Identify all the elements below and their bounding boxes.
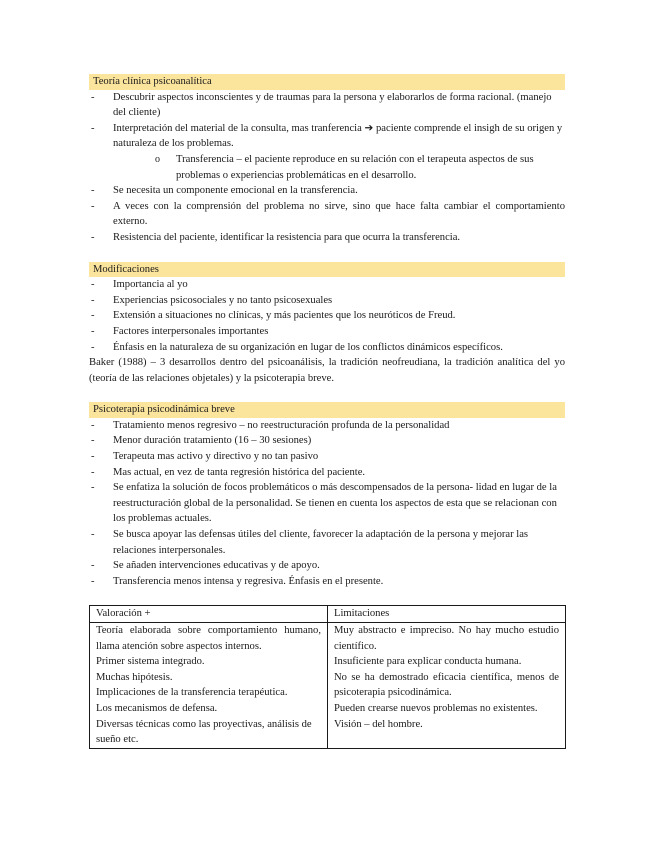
list-item: - Importancia al yo — [89, 277, 565, 293]
cell-line: Visión – del hombre. — [334, 718, 423, 730]
cell-line: Teoría elaborada sobre comportamiento humano, llama atención sobre aspectos internos. — [96, 625, 321, 652]
list-item: - Descubrir aspectos inconscientes y de traumas para la persona y elaborarlos de forma racional. (manejo del cliente) — [89, 90, 565, 121]
sub-bullet-list — [113, 152, 565, 183]
cell-line: Implicaciones de la transferencia terapéutica. — [96, 687, 288, 699]
document-page — [89, 74, 565, 749]
bullet-list — [89, 277, 565, 355]
list-item: - Se añaden intervenciones educativas y de apoyo. — [89, 558, 565, 574]
cell-line: Muy abstracto e impreciso. No hay mucho estudio científico. — [334, 625, 559, 652]
list-item: - Terapeuta mas activo y directivo y no tan pasivo — [89, 449, 565, 465]
list-item-text: Interpretación del material de la consulta, mas tranferencia ➔ paciente comprende el insigh de su origen y naturaleza de los problemas. — [113, 122, 563, 150]
list-item: - Se enfatiza la solución de focos problemáticos o más descompensados de la persona- lidad en lugar de la reestructuración global de la personalidad. Se tienen en cuenta los aspectos de esta que se relacionan con los problemas actuales. — [89, 480, 565, 527]
list-item: - Transferencia menos intensa y regresiva. Énfasis en el presente. — [89, 574, 565, 590]
list-item: - Factores interpersonales importantes — [89, 324, 565, 340]
table-header-valoracion: Valoración + — [90, 606, 328, 623]
list-item: - Experiencias psicosociales y no tanto psicosexuales — [89, 293, 565, 309]
valoracion-cell — [90, 623, 328, 749]
cell-line: No se ha demostrado eficacia científica, menos de psicoterapia psicodinámica. — [334, 671, 559, 699]
section-heading: Psicoterapia psicodinámica breve — [89, 402, 565, 418]
cell-line: Diversas técnicas como las proyectivas, análisis de sueño etc. — [96, 718, 312, 746]
table-row — [90, 623, 566, 749]
list-item — [89, 121, 565, 183]
cell-line: Insuficiente para explicar conducta humana. — [334, 656, 522, 668]
table-header-limitaciones: Limitaciones — [328, 606, 566, 623]
list-item: - Menor duración tratamiento (16 – 30 sesiones) — [89, 433, 565, 449]
list-item: - Se busca apoyar las defensas útiles del cliente, favorecer la adaptación de la persona y mejorar las relaciones interpersonales. — [89, 527, 565, 558]
list-item: - Mas actual, en vez de tanta regresión histórica del paciente. — [89, 465, 565, 481]
table-header-row — [90, 606, 566, 623]
list-item: - Énfasis en la naturaleza de su organización en lugar de los conflictos dinámicos específicos. — [89, 340, 565, 356]
section-psicoterapia-breve — [89, 402, 565, 589]
list-item: - Se necesita un componente emocional en la transferencia. — [89, 183, 565, 199]
list-item: - Extensión a situaciones no clínicas, y más pacientes que los neuróticos de Freud. — [89, 308, 565, 324]
cell-line: Muchas hipótesis. — [96, 671, 173, 683]
comparison-table — [89, 605, 566, 748]
list-item: - A veces con la comprensión del problema no sirve, sino que hace falta cambiar el comportamiento externo. — [89, 199, 565, 230]
section-heading: Teoría clínica psicoanalítica — [89, 74, 565, 90]
baker-paragraph: Baker (1988) – 3 desarrollos dentro del psicoanálisis, la tradición neofreudiana, la tradición analítica del yo (teoría de las relaciones objetales) y la psicoterapia breve. — [89, 357, 565, 384]
cell-line: Primer sistema integrado. — [96, 656, 205, 668]
bullet-list — [89, 418, 565, 590]
section-teoria-clinica — [89, 74, 565, 246]
section-heading: Modificaciones — [89, 262, 565, 278]
limitaciones-cell — [328, 623, 566, 749]
list-item: - Resistencia del paciente, identificar la resistencia para que ocurra la transferencia. — [89, 230, 565, 246]
bullet-list — [89, 90, 565, 246]
section-modificaciones — [89, 262, 565, 387]
sub-list-item: o Transferencia – el paciente reproduce en su relación con el terapeuta aspectos de sus problemas o experiencias problemáticas en el desarrollo. — [153, 152, 565, 183]
cell-line: Los mecanismos de defensa. — [96, 702, 218, 714]
cell-line: Pueden crearse nuevos problemas no existentes. — [334, 702, 538, 714]
list-item: - Tratamiento menos regresivo – no reestructuración profunda de la personalidad — [89, 418, 565, 434]
